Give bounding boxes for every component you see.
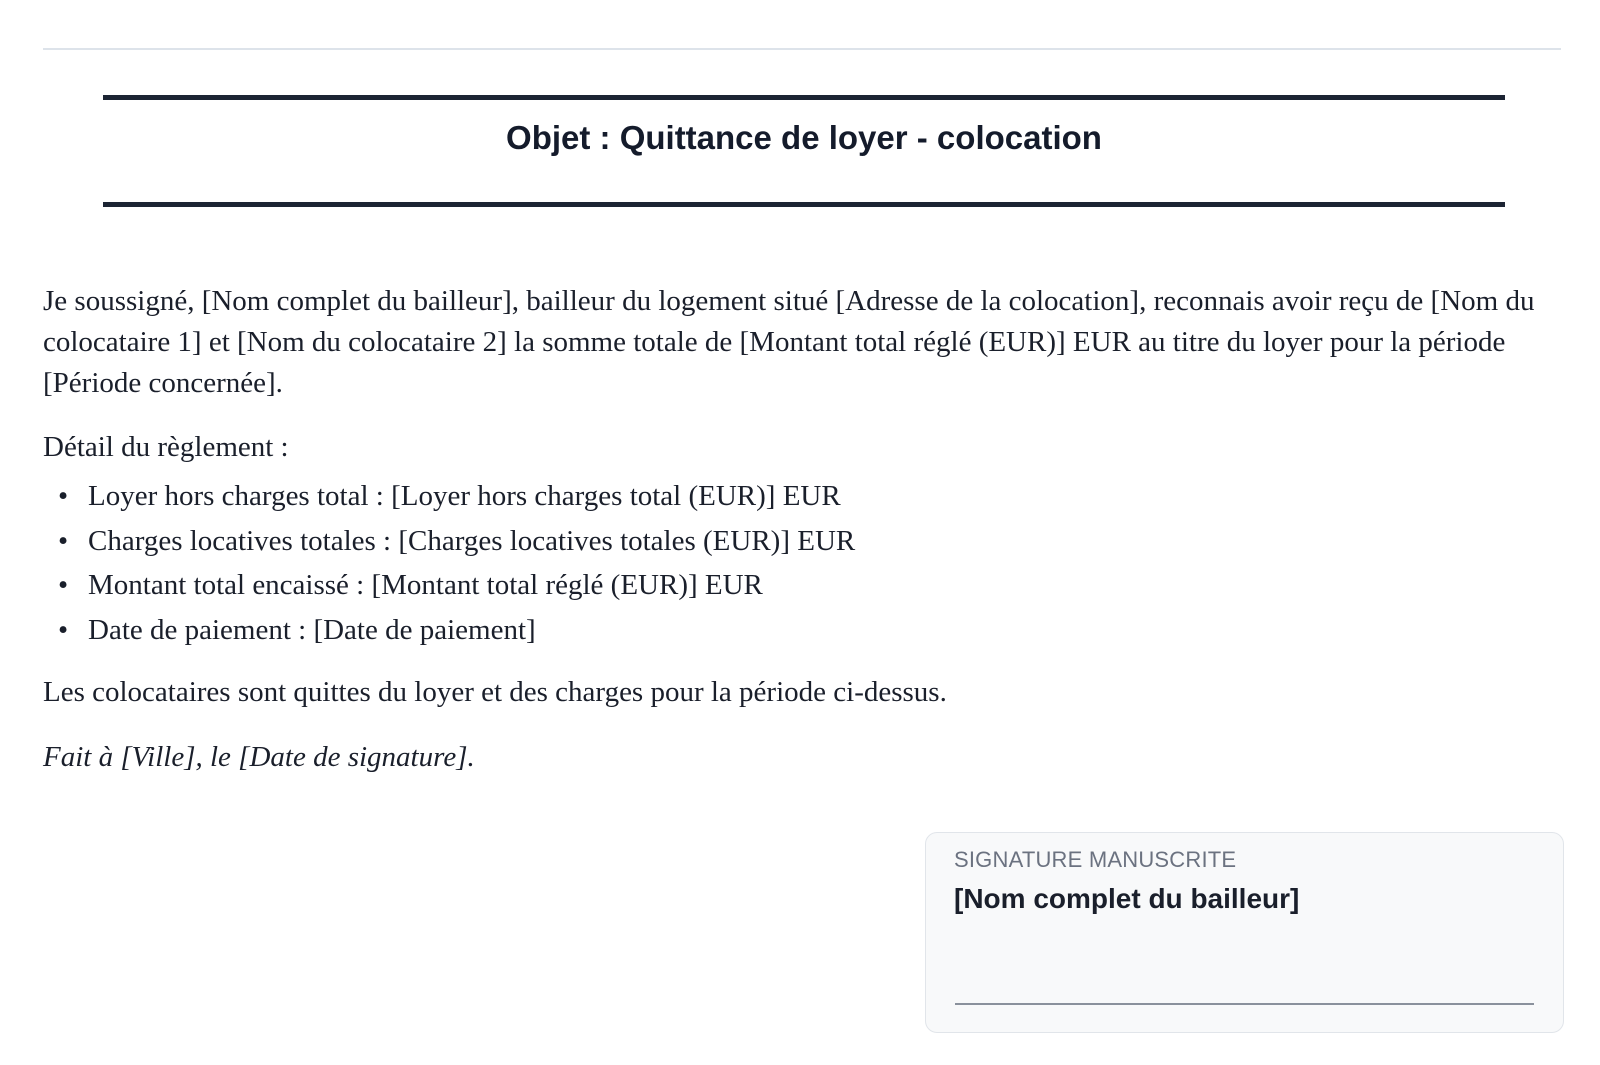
signature-box bbox=[925, 832, 1564, 1033]
list-item bbox=[43, 608, 1563, 653]
payment-date-item: Date de paiement : [Date de paiement] bbox=[88, 613, 536, 646]
bullet-icon: • bbox=[58, 524, 69, 557]
payment-detail-heading: Détail du règlement : bbox=[43, 431, 289, 463]
signature-line bbox=[955, 1003, 1534, 1005]
document-body bbox=[43, 281, 1563, 778]
list-item bbox=[43, 519, 1563, 564]
bullet-icon: • bbox=[58, 480, 69, 512]
rental-charges-item: Charges locatives totales : [Charges locatives totales (EUR)] EUR bbox=[88, 524, 856, 557]
bullet-icon: • bbox=[58, 613, 69, 646]
bullet-icon: • bbox=[58, 569, 69, 601]
signatory-name: [Nom complet du bailleur] bbox=[954, 883, 1300, 914]
list-item bbox=[43, 474, 1563, 519]
document-subject: Objet : Quittance de loyer - colocation bbox=[506, 119, 1102, 156]
subject-band bbox=[103, 95, 1505, 207]
rent-excluding-charges-item: Loyer hors charges total : [Loyer hors charges total (EUR)] EUR bbox=[88, 480, 841, 512]
list-item bbox=[43, 563, 1563, 608]
place-and-date: Fait à [Ville], le [Date de signature]. bbox=[43, 741, 475, 773]
total-collected-item: Montant total encaissé : [Montant total réglé (EUR)] EUR bbox=[88, 569, 763, 601]
signature-label: SIGNATURE MANUSCRITE bbox=[954, 847, 1237, 872]
closing-paragraph: Les colocataires sont quittes du loyer et des charges pour la période ci-dessus. bbox=[43, 676, 947, 708]
payment-detail-list bbox=[43, 474, 1563, 652]
header-divider bbox=[43, 48, 1561, 50]
intro-paragraph: Je soussigné, [Nom complet du bailleur], bailleur du logement situé [Adresse de la colocation], reconnais avoir reçu de [Nom du colocataire 1] et [Nom du colocataire 2] la somme totale de [Montant total réglé (EUR)] EUR au titre du loyer pour la période [Période concernée]. bbox=[43, 285, 1535, 399]
